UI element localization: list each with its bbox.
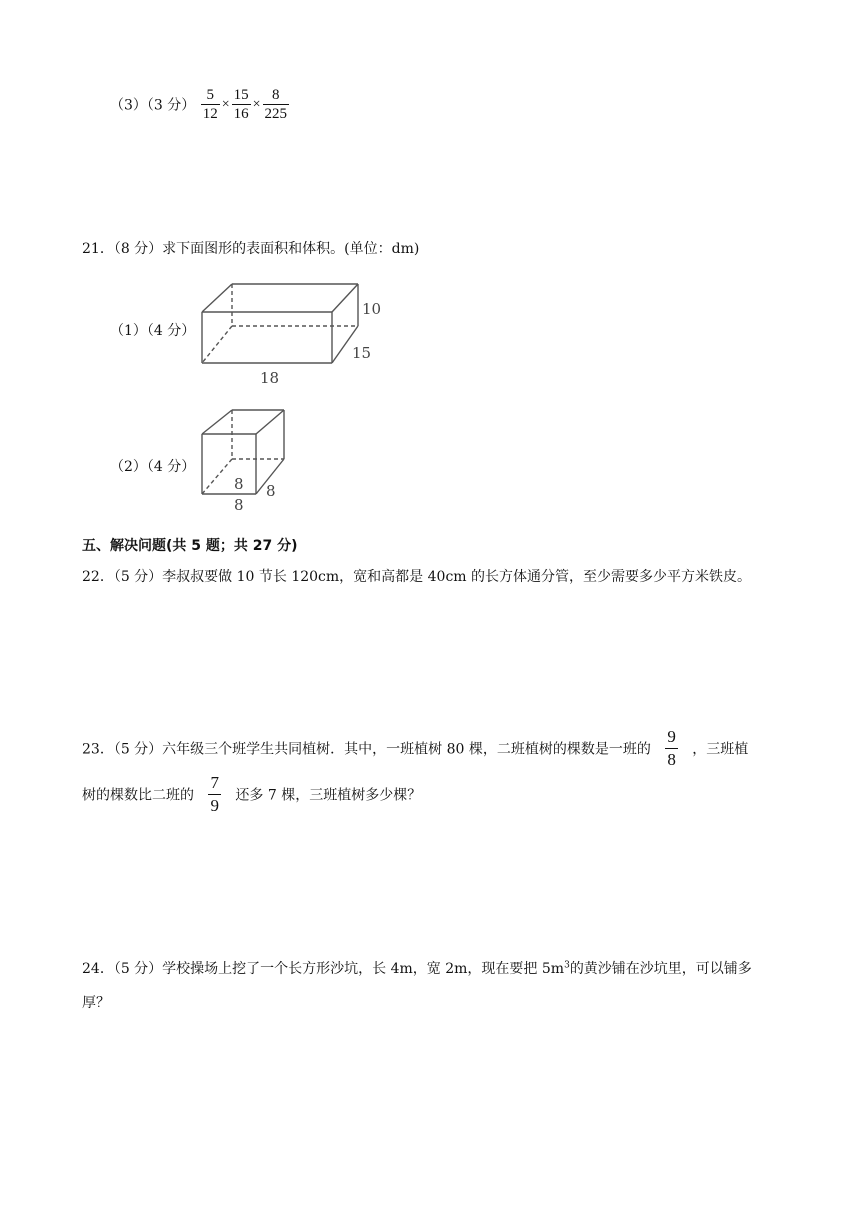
superscript-three: 3 — [564, 960, 570, 971]
q20-part3 — [110, 86, 290, 123]
cuboid-height-label: 10 — [362, 300, 382, 318]
cube-edge-label-right: 8 — [266, 482, 276, 500]
q21-part1-label: （1）（4 分） — [110, 323, 196, 339]
fraction-seven-ninths: $\frac{7}{9}$ — [210, 773, 219, 815]
q23-line2: 树的棵数比二班的 $\frac{7}{9}$ 还多 7 棵，三班植树多少棵？ — [82, 773, 422, 815]
cuboid-length-label: 18 — [260, 369, 280, 386]
cube-figure — [196, 404, 296, 514]
section-title: 五、解决问题(共 5 题；共 27 分) — [82, 538, 298, 554]
fraction-nine-eighths: $\frac{9}{8}$ — [667, 727, 676, 769]
cube-edge-label-inner: 8 — [234, 475, 244, 493]
q24-line2: 厚？ — [82, 995, 110, 1011]
fraction-3: $\frac{8}{225}$ — [264, 87, 288, 122]
q24-line1: 24．（5 分）学校操场上挖了一个长方形沙坑，长 4m，宽 2m，现在要把 $5m^3$的黄沙铺在沙坑里，可以铺多 — [82, 960, 752, 977]
times-sign: × — [252, 96, 261, 112]
q20-part3-label: （3）（3 分） — [110, 97, 196, 114]
q22-text: 22．（5 分）李叔叔要做 10 节长 120cm，宽和高都是 40cm 的长方体通分管，至少需要多少平方米铁皮。 — [82, 569, 752, 585]
q23-line1: 23．（5 分）六年级三个班学生共同植树．其中，一班植树 80 棵，二班植树的棵数是一班的 $\frac{9}{8}$ ，三班植 — [82, 727, 749, 769]
q21-stem: 21．（8 分）求下面图形的表面积和体积。(单位：dm) — [82, 241, 420, 257]
cube-edge-label-bottom: 8 — [234, 496, 244, 514]
q21-part2-label: （2）（4 分） — [110, 459, 196, 475]
times-sign: × — [221, 96, 230, 112]
cuboid-figure — [196, 276, 396, 386]
cuboid-width-label: 15 — [352, 344, 372, 362]
fraction-2: $\frac{15}{16}$ — [233, 87, 249, 122]
fraction-1: $\frac{5}{12}$ — [202, 87, 218, 122]
